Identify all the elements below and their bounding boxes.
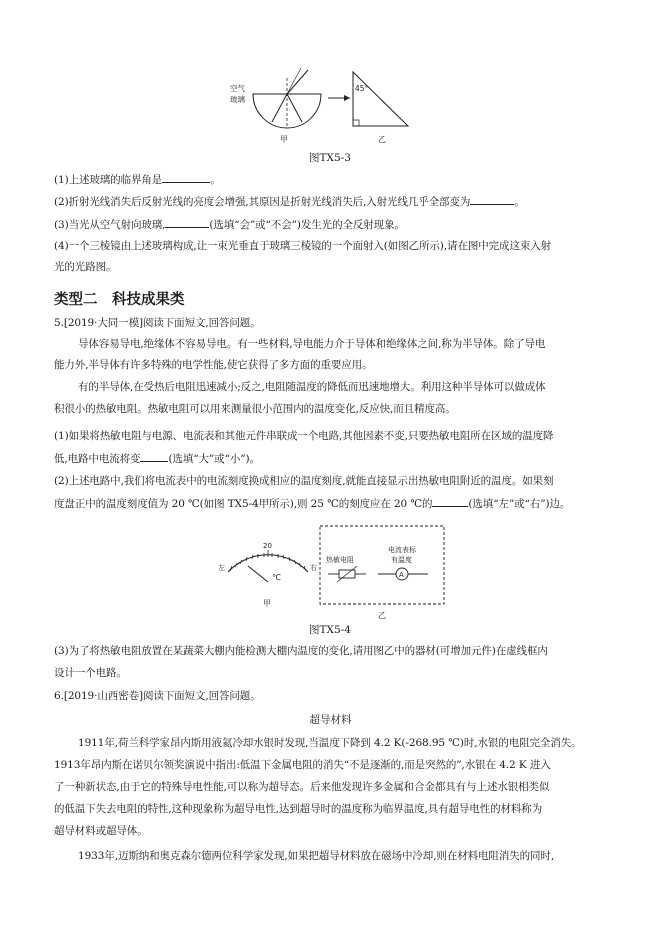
problem-5-q1-line-1: (1)如果将热敏电阻与电源、电流表和其他元件串联成一个电路,其他因素不变,只要热敏电阻所在区域的温度降 (54, 430, 554, 442)
ammeter-label-1: 电流表标 (388, 546, 416, 554)
figure-tx5-3 (228, 64, 428, 148)
question-2: (2)折射光线消失后反射光线的亮度会增强,其原因是折射光线消失后,入射光线几乎全部变为 。 (54, 193, 610, 210)
passage-line: 1913年昂内斯在诺贝尔领奖演说中指出:低温下金属电阻的消失“不是逐渐的,而是突然的”,水银在 4.2 K 进入 (54, 759, 551, 771)
label-yi-1: 乙 (378, 135, 386, 144)
answer-blank[interactable] (162, 171, 210, 183)
answer-blank[interactable] (470, 193, 514, 205)
label-glass: 玻璃 (230, 95, 245, 104)
label-air: 空气 (230, 84, 245, 93)
figure-tx5-4 (218, 522, 448, 622)
ammeter-label-2: 有温度 (391, 556, 412, 564)
problem-5-q1-line-2: 低,电路中电流将变 (选填“大”或“小”)。 (54, 450, 610, 467)
section-title: 类型二 科技成果类 (54, 292, 185, 308)
caption-tx5-4: 图TX5-4 (309, 624, 351, 636)
dial-label-right: 右 (310, 564, 317, 572)
label-45: 45° (355, 84, 369, 93)
label-jia-2: 甲 (263, 599, 271, 608)
answer-blank[interactable] (140, 450, 168, 462)
dial-label-20: 20 (263, 542, 272, 550)
question-4-line-1: (4)一个三棱镜由上述玻璃构成,让一束光垂直于玻璃三棱镜的一个面射入(如图乙所示),请在图中完成这束入射 (54, 240, 552, 252)
problem-5-q3-line-2: 设计一个电路。 (54, 667, 127, 679)
dial-unit: ℃ (272, 573, 281, 582)
dashed-circuit-box (320, 526, 444, 604)
caption-tx5-3: 图TX5-3 (309, 152, 351, 164)
problem-6-heading: 6.[2019·山西密卷]阅读下面短文,回答问题。 (54, 690, 261, 702)
question-4-line-2: 光的光路图。 (54, 261, 117, 273)
passage-line: 1933年,迈斯纳和奥克森尔德两位科学家发现,如果把超导材料放在磁场中冷却,则在材料电阻消失的同时, (78, 850, 555, 862)
passage-title: 超导材料 (309, 714, 352, 726)
dial-needle (248, 566, 268, 582)
passage-line: 有的半导体,在受热后电阻迅速减小;反之,电阻随温度的降低而迅速地增大。利用这种半导体可以做成体 (78, 381, 546, 393)
dial-label-left: 左 (218, 564, 225, 572)
problem-5-q2-line-1: (2)上述电路中,我们将电流表中的电流刻度换成相应的温度刻度,就能直接显示出热敏电阻附近的温度。如果刻 (54, 475, 554, 487)
passage-line: 积很小的热敏电阻。热敏电阻可以用来测量很小范围内的温度变化,反应快,而且精度高。 (54, 403, 456, 415)
answer-blank[interactable] (165, 216, 209, 228)
passage-line: 1911年,荷兰科学家昂内斯用液氦冷却水银时发现,当温度下降到 4.2 K(-268.95 ℃)时,水银的电阻完全消失。 (78, 737, 582, 749)
label-yi-2: 乙 (378, 611, 386, 620)
passage-line: 超导材料或超导体。 (54, 825, 148, 837)
prism-triangle (353, 72, 408, 126)
problem-5-q3-line-1: (3)为了将热敏电阻放置在某蔬菜大棚内能检测大棚内温度的变化,请用图乙中的器材(可增加元件)在虚线框内 (54, 645, 548, 657)
passage-line: 了一种新状态,由于它的特殊导电性能,可以称为超导态。后来他发现许多金属和合金都具有与上述水银相类似 (54, 781, 550, 793)
thermistor-label: 热敏电阻 (326, 556, 354, 564)
answer-blank[interactable] (432, 495, 468, 507)
problem-5-heading: 5.[2019·大同一模]阅读下面短文,回答问题。 (54, 317, 261, 329)
passage-line: 能力外,半导体有许多特殊的电学性能,使它获得了多方面的重要应用。 (54, 359, 373, 371)
question-1: (1)上述玻璃的临界角是 。 (54, 171, 610, 188)
svg-text:A: A (399, 571, 404, 579)
passage-line: 导体容易导电,绝缘体不容易导电。有一些材料,导电能力介于导体和绝缘体之间,称为半导体。除了导电 (78, 338, 546, 350)
label-jia-1: 甲 (280, 135, 288, 144)
problem-5-q2-line-2: 度盘正中的温度刻度值为 20 ℃(如图 TX5-4甲所示),则 25 ℃的刻度应在 20 ℃的 (选填“左”或“右”)边。 (54, 495, 610, 512)
passage-line: 的低温下失去电阻的特性,这种现象称为超导电性,达到超导时的温度称为临界温度,具有超导电性的材料称为 (54, 803, 543, 815)
question-3: (3)当光从空气射向玻璃, (选填“会”或“不会”)发生光的全反射现象。 (54, 216, 610, 233)
